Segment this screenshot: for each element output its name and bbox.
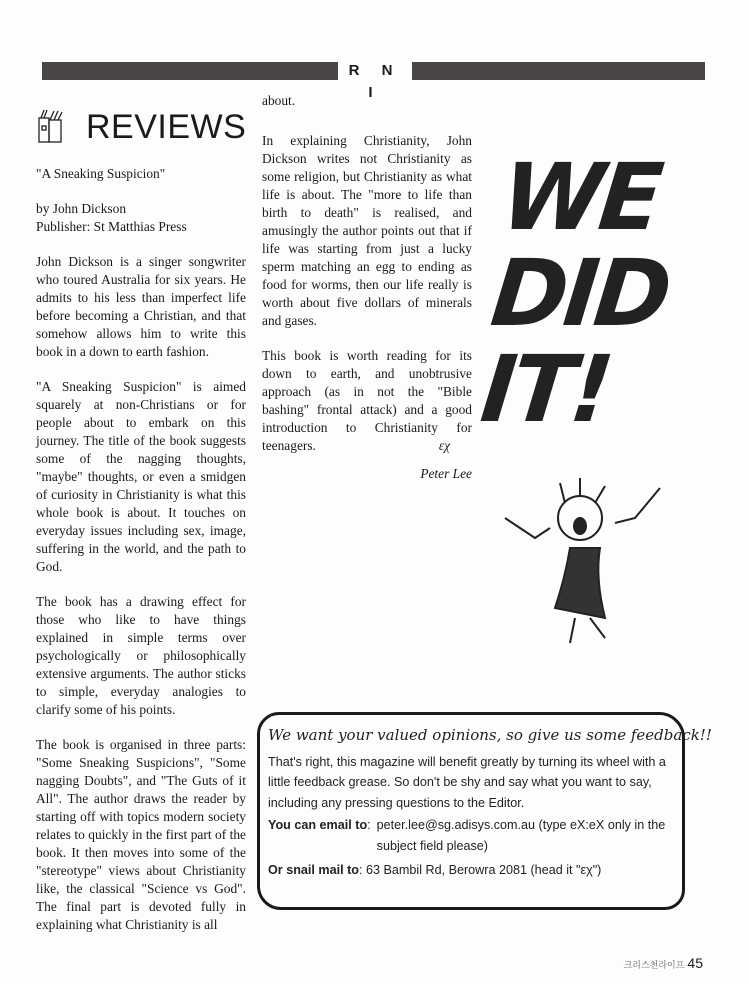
- header-section-label: R N I: [348, 62, 402, 101]
- review-column-2: [262, 92, 472, 483]
- email-text[interactable]: peter.lee@sg.adisys.com.au (type eX:eX only in the subject field please): [376, 818, 666, 853]
- end-mark: εχ: [438, 438, 450, 453]
- email-label: You can email to: [268, 818, 368, 832]
- page-footer: [624, 955, 703, 971]
- review-paragraph: "A Sneaking Suspicion" is aimed squarely at non-Christians or for people about to embark on this journey. The title of the book suggests some of the nagging thoughts, "maybe" thoughts, or even a smidgen of curiosity in Christianity is what this whole book is about. It touches on everyday issues including sex, image, suffering in the world, and the path to God.: [36, 379, 246, 574]
- headline-line: WE: [496, 144, 665, 251]
- jumping-person-illustration: [495, 478, 675, 648]
- we-did-it-graphic: [476, 144, 687, 443]
- section-title: REVIEWS: [86, 108, 247, 146]
- magazine-name: 크리스천라이프: [623, 960, 685, 970]
- book-title: "A Sneaking Suspicion": [36, 166, 166, 181]
- review-paragraph: In explaining Christianity, John Dickson writes not Christianity as some religion, but Christianity as what life is about. The "more to life than birth to death" is realised, and amusingly the author points out that if life was starting from just a lucky sperm matching an egg to ending as food for worms, then our life really is worth about five dollars of minerals and gases.: [262, 133, 472, 328]
- feedback-heading: We want your valued opinions, so give us some feedback!!: [268, 726, 712, 744]
- feedback-box: We want your valued opinions, so give us some feedback!! That's right, this magazine will benefit greatly by turning its wheel with a little feedback grease. So don't be shy and say what you want to say, including any pressing questions to the Editor. You can email to: peter.lee@sg.adisys.com.au (type eX:eX only in the subject field please) Or snail mail to: 63 Bambil Rd, Berowra 2081 (head it "εχ"): [257, 712, 685, 910]
- mail-label: Or snail mail to: [268, 863, 359, 877]
- feedback-body: That's right, this magazine will benefit greatly by turning its wheel with a little feedback grease. So don't be shy and say what you want to say, including any pressing questions to the Editor.: [268, 754, 666, 810]
- headline-line: DID: [486, 240, 673, 347]
- mail-address: 63 Bambil Rd, Berowra 2081 (head it "εχ"): [365, 863, 602, 877]
- book-author: by John Dickson: [36, 201, 127, 216]
- review-paragraph: John Dickson is a singer songwriter who toured Australia for six years. He admits to his less than imperfect life before becoming a Christian, and that somehow allows him to write this book in a down to earth fashion.: [36, 254, 246, 359]
- review-paragraph: The book is organised in three parts: "Some Sneaking Suspicions", "Some nagging Doubts", and "The Guts of it All". The author draws the reader by starting off with topics modern society relates to quickly in the first part of the book. It then moves into some of the "stereotype" views about Christianity like, the classical "Science vs God". The final part is devoted fully in explaining what Christianity is all: [36, 737, 246, 932]
- headline-line: IT!: [476, 336, 615, 443]
- review-paragraph: This book is worth reading for its down to earth, and unobtrusive approach (as in not the "Bible bashing" frontal attack) and a good introduction to Christianity for teenagers.: [262, 348, 472, 453]
- review-paragraph: The book has a drawing effect for those who like to have things explained in simple terms over psychologically or philosophically extensive arguments. The author sticks to simple, everyday analogies to clarify some of his points.: [36, 594, 246, 717]
- review-paragraph: about.: [262, 93, 296, 108]
- review-column-1: [36, 165, 246, 951]
- reviewer-signature: Peter Lee: [420, 466, 472, 481]
- books-icon: [36, 108, 66, 144]
- page-number: 45: [687, 955, 703, 971]
- book-publisher: Publisher: St Matthias Press: [36, 219, 187, 234]
- header-bar-left: [42, 62, 338, 80]
- header-bar-right: [412, 62, 705, 80]
